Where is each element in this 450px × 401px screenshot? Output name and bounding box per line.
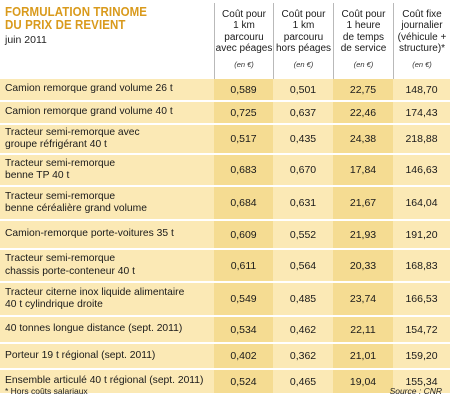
value-cell: 0,485	[273, 283, 333, 315]
value-cell: 21,01	[333, 344, 393, 368]
value-cell: 159,20	[393, 344, 450, 368]
value-cell: 164,04	[393, 187, 450, 219]
row-label-text: Tracteur semi-remorque	[5, 157, 116, 169]
row-label-text: Porteur 19 t régional (sept. 2011)	[5, 349, 156, 361]
row-label-text: Camion remorque grand volume 26 t	[5, 83, 173, 95]
value-cell: 0,362	[273, 344, 333, 368]
table-date: juin 2011	[5, 34, 47, 46]
value-cell: 0,402	[214, 344, 273, 368]
column-header-text: hors péages	[275, 43, 332, 55]
column-header-4	[393, 3, 450, 81]
row-label	[0, 250, 214, 281]
column-header-text: avec péages	[215, 43, 273, 55]
value-cell: 0,670	[273, 155, 333, 185]
value-cell: 0,631	[273, 187, 333, 219]
table-row	[0, 125, 450, 153]
row-label	[0, 187, 214, 219]
row-label	[0, 317, 214, 342]
row-label-text: Ensemble articulé 40 t régional (sept. 2011)	[5, 375, 204, 387]
value-cell: 17,84	[333, 155, 393, 185]
value-cell: 0,684	[214, 187, 273, 219]
value-cell: 22,11	[333, 317, 393, 342]
row-label-text: Tracteur semi-remorque	[5, 190, 116, 202]
value-cell: 191,20	[393, 221, 450, 248]
value-cell: 21,67	[333, 187, 393, 219]
value-cell: 0,609	[214, 221, 273, 248]
column-header-text: Coût pour	[222, 9, 266, 20]
column-header-text: de temps	[342, 31, 385, 43]
table-row	[0, 221, 450, 248]
row-label	[0, 344, 214, 368]
table-row	[0, 317, 450, 342]
column-unit: (en €)	[293, 59, 314, 69]
row-label	[0, 283, 214, 315]
value-cell: 0,534	[214, 317, 273, 342]
value-cell: 0,637	[273, 102, 333, 123]
column-header-text: 1 km	[292, 20, 315, 32]
value-cell: 0,552	[273, 221, 333, 248]
row-label-text: Tracteur citerne inox liquide alimentaire	[5, 286, 185, 298]
table-row	[0, 79, 450, 100]
column-header-3	[333, 3, 393, 81]
row-label-text: chassis porte-conteneur 40 t	[5, 265, 135, 277]
value-cell: 19,04	[333, 370, 393, 393]
value-cell: 168,83	[393, 250, 450, 281]
table-row	[0, 250, 450, 281]
value-cell: 22,46	[333, 102, 393, 123]
row-label-text: benne céréalière grand volume	[5, 203, 147, 214]
row-label-text: Camion remorque grand volume 40 t	[5, 106, 173, 118]
value-cell: 0,611	[214, 250, 273, 281]
value-cell: 146,63	[393, 155, 450, 185]
column-header-text: Coût fixe	[402, 9, 442, 20]
value-cell: 22,75	[333, 79, 393, 100]
value-cell: 0,435	[273, 125, 333, 153]
row-label	[0, 102, 214, 123]
value-cell: 0,462	[273, 317, 333, 342]
column-unit: (en €)	[234, 59, 254, 69]
value-cell: 154,72	[393, 317, 450, 342]
table-row	[0, 102, 450, 123]
row-label	[0, 221, 214, 248]
value-cell: 21,93	[333, 221, 393, 248]
column-header-1	[214, 3, 273, 81]
column-header-text: Coût pour	[281, 9, 326, 20]
table-row	[0, 344, 450, 368]
column-header-text: 1 km	[233, 20, 255, 32]
value-cell: 148,70	[393, 79, 450, 100]
title-line-1: FORMULATION TRINOME	[5, 5, 148, 19]
value-cell: 24,38	[333, 125, 393, 153]
row-label-text: Tracteur semi-remorque	[5, 253, 116, 264]
row-label	[0, 79, 214, 100]
value-cell: 218,88	[393, 125, 450, 153]
value-cell: 0,517	[214, 125, 273, 153]
value-cell: 155,34	[393, 370, 450, 393]
column-unit: (en €)	[353, 59, 374, 69]
value-cell: 174,43	[393, 102, 450, 123]
column-header-text: Coût pour	[341, 9, 386, 20]
table-row	[0, 155, 450, 185]
row-label-text: 40 tonnes longue distance (sept. 2011)	[5, 323, 183, 335]
column-header-text: structure)*	[398, 43, 446, 55]
row-label-text: Camion-remorque porte-voitures 35 t	[5, 228, 174, 240]
column-header-text: parcouru	[283, 31, 324, 43]
column-header-text: (véhicule +	[397, 31, 447, 43]
source-credit: Source : CNR	[389, 386, 442, 396]
value-cell: 0,501	[273, 79, 333, 100]
column-header-text: de service	[340, 43, 387, 55]
table-row	[0, 187, 450, 219]
value-cell: 0,589	[214, 79, 273, 100]
column-header-2	[273, 3, 333, 81]
value-cell: 0,465	[273, 370, 333, 393]
row-label-text: Tracteur semi-remorque avec	[5, 126, 140, 138]
title-line-2: DU PRIX DE REVIENT	[5, 18, 126, 32]
value-cell: 23,74	[333, 283, 393, 315]
row-label-text: 40 t cylindrique droite	[5, 299, 103, 310]
value-cell: 20,33	[333, 250, 393, 281]
column-header-text: 1 heure	[346, 20, 381, 32]
value-cell: 0,725	[214, 102, 273, 123]
row-label-text: benne TP 40 t	[5, 170, 70, 181]
footnote: * Hors coûts salariaux	[5, 386, 88, 396]
row-label-text: groupe réfrigérant 40 t	[5, 139, 107, 150]
column-unit: (en €)	[412, 59, 432, 69]
table-title	[5, 6, 147, 32]
table-row	[0, 283, 450, 315]
value-cell: 0,564	[273, 250, 333, 281]
column-header-text: journalier	[401, 20, 443, 32]
value-cell: 0,549	[214, 283, 273, 315]
row-label	[0, 155, 214, 185]
value-cell: 166,53	[393, 283, 450, 315]
value-cell: 0,683	[214, 155, 273, 185]
value-cell: 0,524	[214, 370, 273, 393]
column-header-text: parcouru	[224, 31, 264, 43]
row-label	[0, 125, 214, 153]
